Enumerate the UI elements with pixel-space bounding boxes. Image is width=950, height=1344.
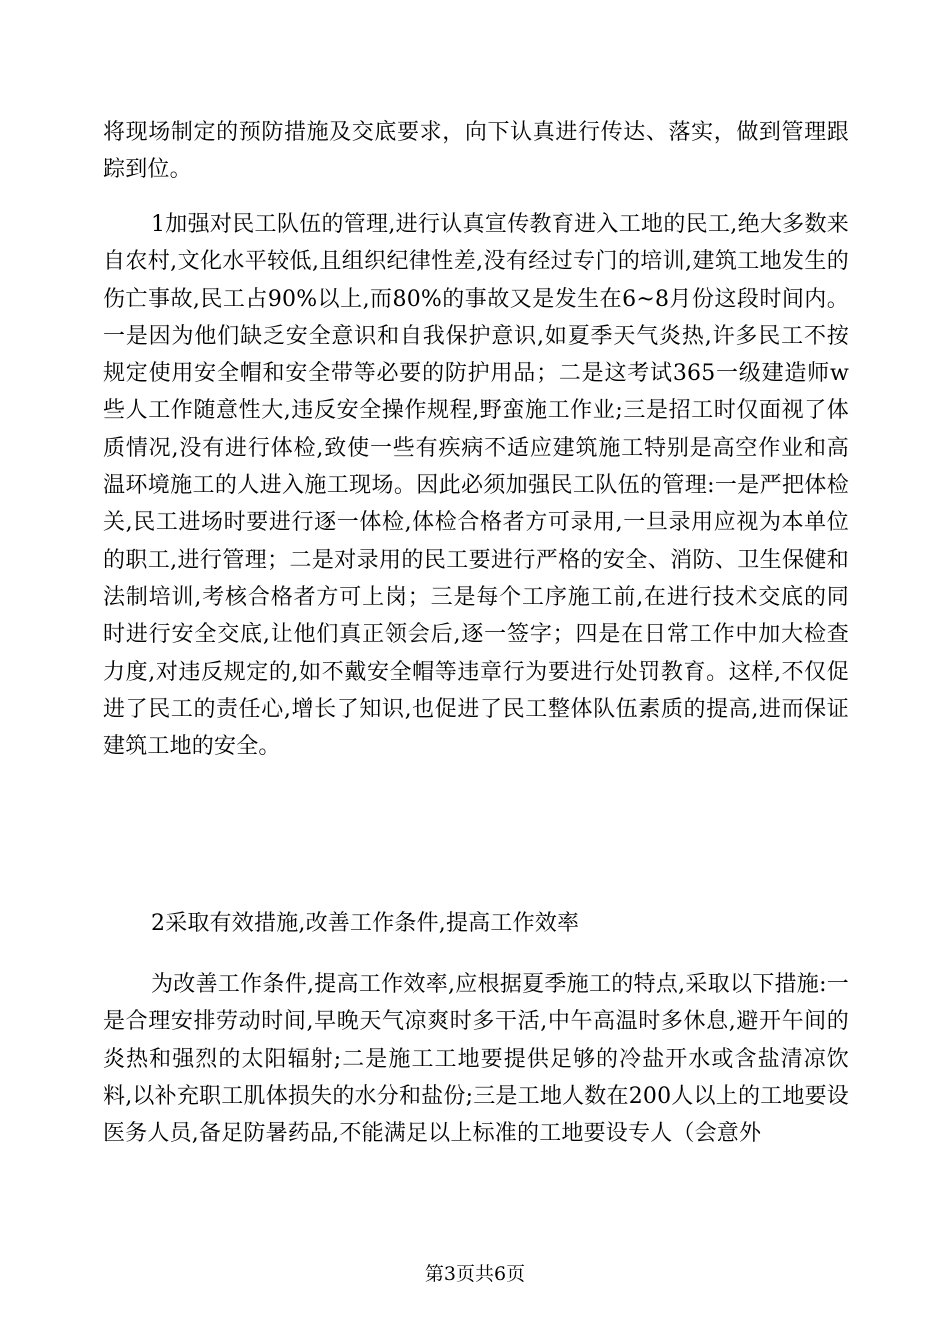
section-heading-2: 2采取有效措施,改善工作条件,提高工作效率: [151, 911, 580, 936]
page-number-footer: 第3页共6页: [424, 1263, 526, 1285]
body-paragraph-1: 将现场制定的预防措施及交底要求，向下认真进行传达、落实，做到管理跟踪到位。: [103, 120, 849, 183]
body-paragraph-3: 为改善工作条件,提高工作效率,应根据夏季施工的特点,采取以下措施:一是合理安排劳动时间,早晚天气凉爽时多干活,中午高温时多休息,避开午间的炎热和强烈的太阳辐射;二是施工工地要提供足够的冷盐开水或含盐清凉饮料,以补充职工肌体损失的水分和盐份;三是工地人数在200人以上的工地要设医务人员,备足防暑药品,不能满足以上标准的工地要设专人（会意外: [103, 972, 849, 1147]
body-paragraph-2: 1加强对民工队伍的管理,进行认真宣传教育进入工地的民工,绝大多数来自农村,文化水平较低,且组织纪律性差,没有经过专门的培训,建筑工地发生的伤亡事故,民工占90%以上,而80%的事故又是发生在6~8月份这段时间内。一是因为他们缺乏安全意识和自我保护意识,如夏季天气炎热,许多民工不按规定使用安全帽和安全带等必要的防护用品；二是这考试365一级建造师w些人工作随意性大,违反安全操作规程,野蛮施工作业;三是招工时仅面视了体质情况,没有进行体检,致使一些有疾病不适应建筑施工特别是高空作业和高温环境施工的人进入施工现场。因此必须加强民工队伍的管理:一是严把体检关,民工进场时要进行逐一体检,体检合格者方可录用,一旦录用应视为本单位的职工,进行管理；二是对录用的民工要进行严格的安全、消防、卫生保健和法制培训,考核合格者方可上岗；三是每个工序施工前,在进行技术交底的同时进行安全交底,让他们真正领会后,逐一签字；四是在日常工作中加大检查力度,对违反规定的,如不戴安全帽等违章行为要进行处罚教育。这样,不仅促进了民工的责任心,增长了知识,也促进了民工整体队伍素质的提高,进而保证建筑工地的安全。: [103, 212, 849, 760]
